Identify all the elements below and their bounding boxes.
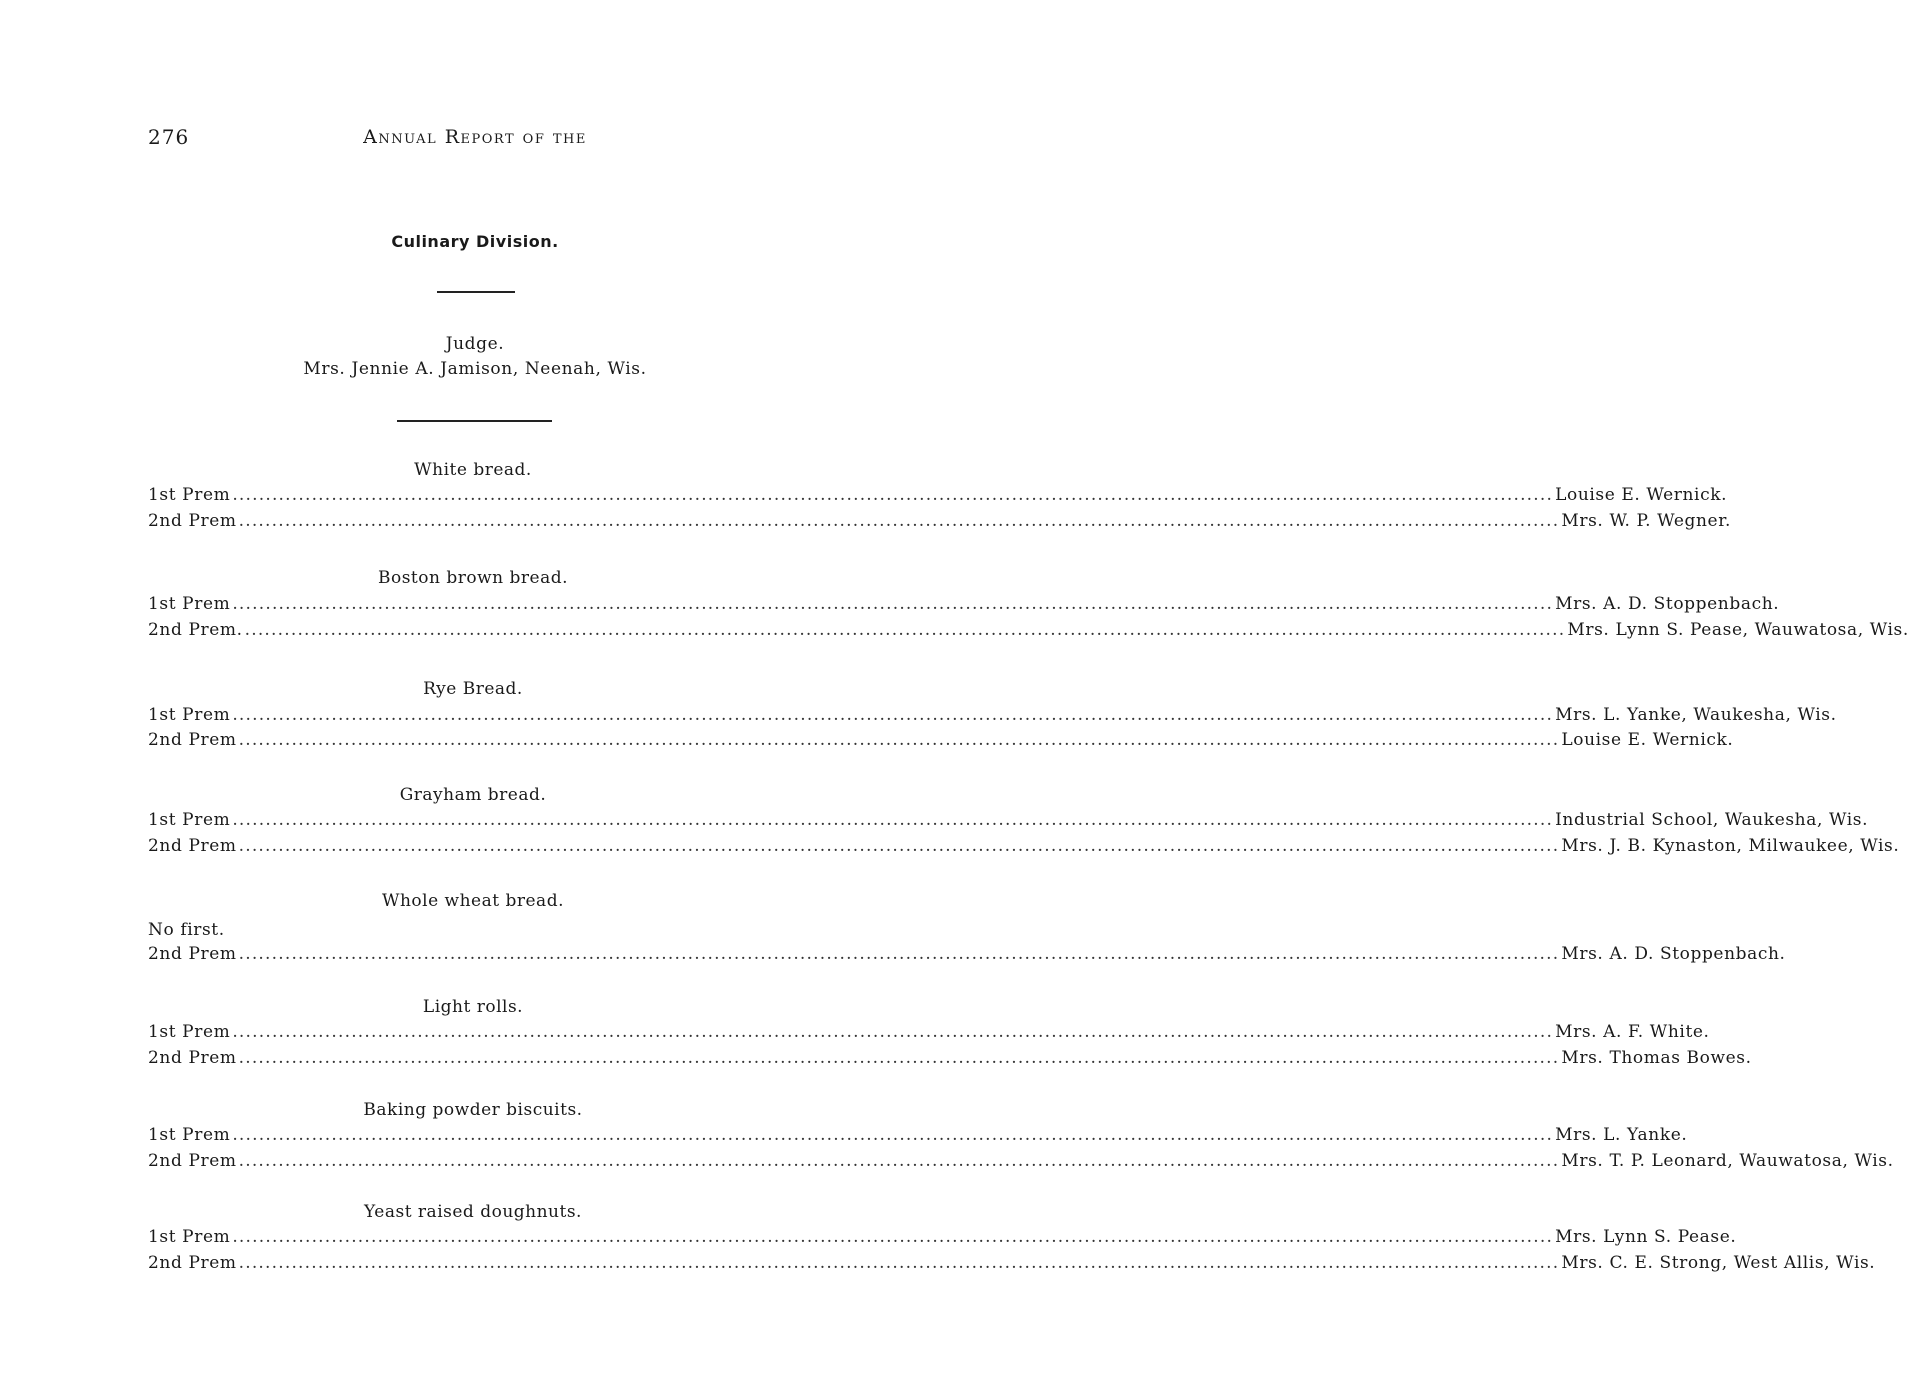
dot-leader: ........................................................................................................................................................................................................	[232, 485, 1554, 505]
premium-winner: Mrs. A. D. Stoppenbach.	[1561, 944, 1786, 964]
premium-winner: Mrs. C. E. Strong, West Allis, Wis.	[1561, 1253, 1876, 1273]
premium-entry	[148, 485, 1728, 511]
premium-entry	[148, 705, 1837, 731]
premium-winner: Mrs. W. P. Wegner.	[1561, 511, 1732, 531]
section-title: Boston brown bread.	[377, 568, 568, 588]
premium-winner: Louise E. Wernick.	[1561, 730, 1734, 750]
dot-leader: ........................................................................................................................................................................................................	[232, 1227, 1554, 1247]
premium-entry	[148, 1227, 1737, 1253]
division-title: Culinary Division.	[391, 232, 559, 251]
premium-winner: Mrs. L. Yanke, Waukesha, Wis.	[1555, 705, 1837, 725]
section-title: Whole wheat bread.	[382, 891, 564, 911]
dot-leader: ........................................................................................................................................................................................................	[232, 810, 1554, 830]
judge-heading: Judge.	[445, 334, 505, 354]
running-head: Annual Report of the	[363, 126, 587, 148]
premium-entry	[148, 810, 1869, 836]
section-title: Yeast raised doughnuts.	[364, 1202, 582, 1222]
premium-label: 1st Prem	[148, 594, 231, 614]
premium-winner: Mrs. Lynn S. Pease, Wauwatosa, Wis.	[1567, 620, 1909, 640]
premium-entry	[148, 511, 1732, 537]
dot-leader: ........................................................................................................................................................................................................	[238, 1151, 1560, 1171]
dot-leader: ........................................................................................................................................................................................................	[238, 1048, 1560, 1068]
premium-winner: Mrs. J. B. Kynaston, Milwaukee, Wis.	[1561, 836, 1900, 856]
section-title: Light rolls.	[422, 997, 524, 1017]
premium-winner: Mrs. T. P. Leonard, Wauwatosa, Wis.	[1561, 1151, 1894, 1171]
premium-label: 2nd Prem	[148, 1151, 237, 1171]
divider-rule	[437, 291, 515, 293]
no-first-note: No first.	[148, 920, 225, 940]
judge-name: Mrs. Jennie A. Jamison, Neenah, Wis.	[303, 359, 647, 379]
page-number: 276	[148, 125, 190, 149]
premium-entry	[148, 1022, 1710, 1048]
premium-label: 1st Prem	[148, 485, 231, 505]
dot-leader: ........................................................................................................................................................................................................	[238, 730, 1560, 750]
premium-entry	[148, 944, 1786, 970]
dot-leader: ........................................................................................................................................................................................................	[232, 1022, 1554, 1042]
premium-entry	[148, 620, 1909, 646]
dot-leader: ........................................................................................................................................................................................................	[238, 836, 1560, 856]
section-title: White bread.	[414, 460, 532, 480]
premium-entry	[148, 1253, 1876, 1279]
dot-leader: ........................................................................................................................................................................................................	[238, 511, 1560, 531]
dot-leader: ........................................................................................................................................................................................................	[232, 705, 1554, 725]
dot-leader: ........................................................................................................................................................................................................	[232, 1125, 1554, 1145]
premium-label: 2nd Prem	[148, 1048, 237, 1068]
premium-entry	[148, 836, 1900, 862]
premium-winner: Industrial School, Waukesha, Wis.	[1555, 810, 1869, 830]
premium-label: 1st Prem	[148, 705, 231, 725]
premium-label: 1st Prem	[148, 1227, 231, 1247]
premium-label: 2nd Prem	[148, 1253, 237, 1273]
premium-winner: Mrs. L. Yanke.	[1555, 1125, 1688, 1145]
premium-winner: Louise E. Wernick.	[1555, 485, 1728, 505]
premium-winner: Mrs. A. F. White.	[1555, 1022, 1710, 1042]
premium-entry	[148, 1125, 1688, 1151]
premium-label: 2nd Prem.	[148, 620, 243, 640]
divider-rule	[397, 420, 552, 422]
premium-entry	[148, 594, 1780, 620]
section-title: Baking powder biscuits.	[363, 1100, 583, 1120]
premium-entry	[148, 1151, 1894, 1177]
dot-leader: ........................................................................................................................................................................................................	[232, 594, 1554, 614]
premium-entry	[148, 730, 1734, 756]
premium-winner: Mrs. Thomas Bowes.	[1561, 1048, 1752, 1068]
premium-entry	[148, 1048, 1752, 1074]
section-title: Grayham bread.	[399, 785, 547, 805]
premium-label: 2nd Prem	[148, 944, 237, 964]
premium-label: 1st Prem	[148, 1022, 231, 1042]
premium-label: 1st Prem	[148, 810, 231, 830]
premium-label: 2nd Prem	[148, 730, 237, 750]
dot-leader: ........................................................................................................................................................................................................	[238, 1253, 1560, 1273]
dot-leader: ........................................................................................................................................................................................................	[244, 620, 1566, 640]
section-title: Rye Bread.	[423, 679, 523, 699]
dot-leader: ........................................................................................................................................................................................................	[238, 944, 1560, 964]
premium-label: 2nd Prem	[148, 836, 237, 856]
premium-label: 2nd Prem	[148, 511, 237, 531]
premium-label: 1st Prem	[148, 1125, 231, 1145]
premium-winner: Mrs. A. D. Stoppenbach.	[1555, 594, 1780, 614]
premium-winner: Mrs. Lynn S. Pease.	[1555, 1227, 1737, 1247]
